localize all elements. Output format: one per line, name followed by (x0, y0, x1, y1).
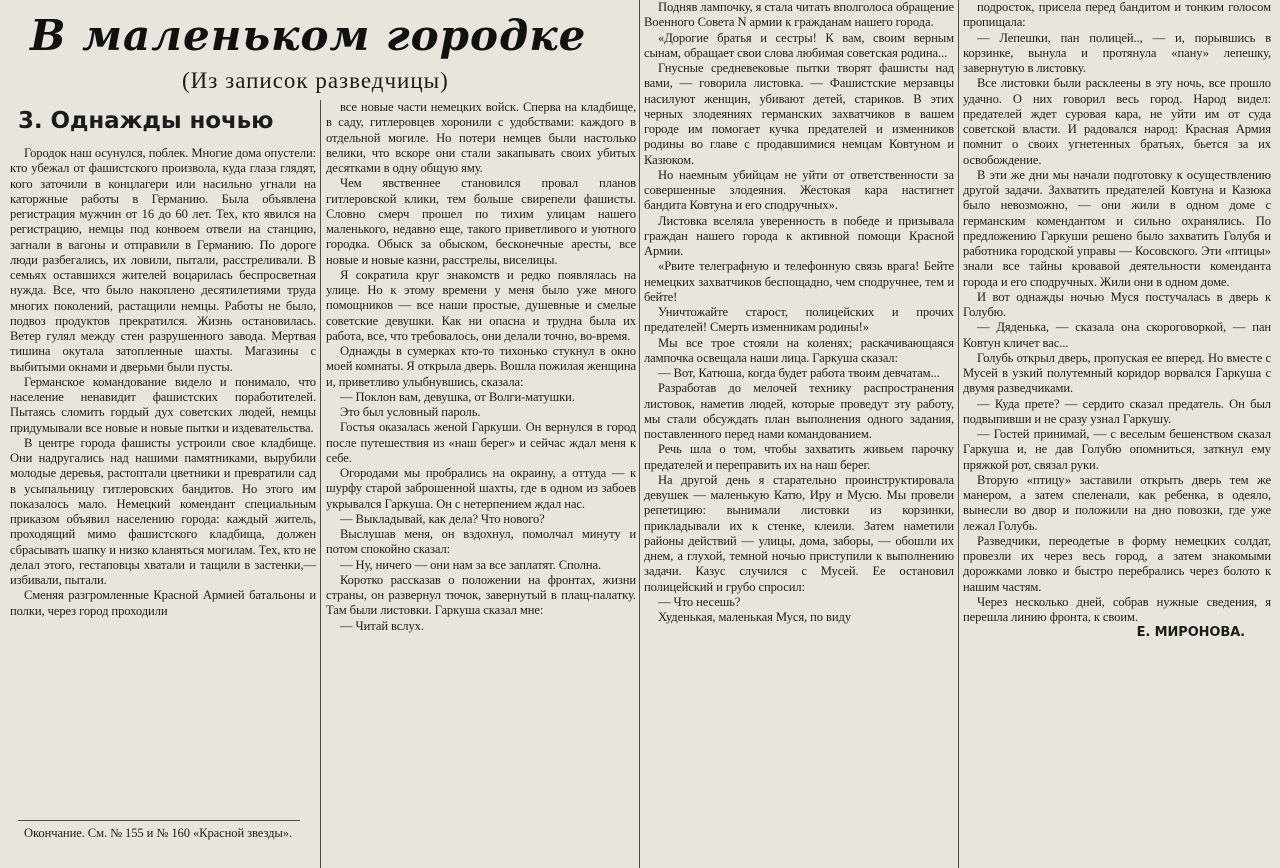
paragraph: Огородами мы пробрались на окраину, а оттуда — к шурфу старой заброшенной шахты, где в одном из забоев укрывался Гаркуша. Он с нетерпением ждал нас. (326, 466, 636, 511)
footnote-rule (18, 820, 300, 821)
paragraph: Коротко рассказав о положении на фронтах, жизни страны, он развернул тючок, завернутый в плащ-палатку. Там были листовки. Гаркуша сказал мне: (326, 572, 636, 618)
paragraph: Чем явственнее становился провал планов гитлеровской клики, тем больше свирепели фашисты. Словно смерч прошел по тихим улицам нашего маленького, недавно еще, такого приветливого и уютного городка. Обыск за обыском, бесконечные аресты, все новые и новые казни, расстрелы, виселицы. (326, 176, 636, 267)
paragraph: — Куда прете? — сердито сказал предатель. Он был подвыпивши и не сразу узнал Гаркушу. (963, 396, 1271, 426)
column-2-body (326, 100, 636, 634)
paragraph: подросток, присела перед бандитом и тонким голосом пропищала: (963, 0, 1271, 30)
article-title: В маленьком городке (30, 11, 587, 60)
column-rule (639, 0, 640, 868)
paragraph: Но наемным убийцам не уйти от ответственности за совершенные злодеяния. Жестокая кара настигнет бандита Ковтуна и его сподручных». (644, 167, 954, 213)
paragraph: — Вот, Катюша, когда будет работа твоим девчатам... (658, 366, 940, 380)
paragraph: Это был условный пароль. (340, 405, 481, 419)
column-2 (326, 100, 636, 868)
column-4 (963, 0, 1271, 868)
paragraph: — Гостей принимай, — с веселым бешенством сказал Гаркуша и, не дав Голубю опомниться, заткнул ему пряжкой рот, связал руки. (963, 427, 1271, 472)
paragraph: — Что несешь? (658, 594, 741, 609)
paragraph: Голубь открыл дверь, пропуская ее вперед. Но вместе с Мусей в узкий полутемный коридор ворвался Гаркуша с двумя разведчиками. (963, 350, 1271, 396)
paragraph: Сменяя разгромленные Красной Армией батальоны и полки, через город проходили (10, 588, 316, 618)
paragraph: Худенькая, маленькая Муся, по виду (658, 610, 852, 624)
column-1-body (10, 146, 316, 619)
paragraph: Вторую «птицу» заставили открыть дверь тем же манером, а затем спеленали, как ребенка, в одеяло, вынесли во двор и положили на дно повозки, где уже лежал Голубь. (963, 472, 1271, 533)
column-rule (958, 0, 959, 868)
paragraph: — Дяденька, — сказала она скороговоркой, — пан Ковтун кличет вас... (963, 320, 1271, 350)
paragraph: Подняв лампочку, я стала читать вполголоса обращение Военного Совета N армии к гражданам нашего города. (644, 0, 954, 30)
column-3 (644, 0, 954, 868)
paragraph: Уничтожайте старост, полицейских и прочих предателей! Смерть изменникам родины!» (644, 305, 954, 335)
paragraph: Гостья оказалась женой Гаркуши. Он вернулся в город после путешествия из «наш берег» и сейчас ждал меня к себе. (326, 420, 636, 465)
paragraph: — Поклон вам, девушка, от Волги-матушки. (340, 389, 575, 404)
column-rule (320, 100, 321, 868)
paragraph: — Ну, ничего — они нам за все заплатят. Сполна. (340, 557, 602, 572)
paragraph: Я сократила круг знакомств и редко появлялась на улице. Но к этому времени у меня было уже много помощников — все наши простые, душевные и смелые советские девушки. Как ни опасна и трудна была их работа, все, что требовалось, они делали точно, во-время. (326, 267, 636, 343)
article-subtitle: (Из записок разведчицы) (182, 68, 449, 93)
column-4-body (963, 0, 1271, 625)
paragraph: — Выкладывай, как дела? Что нового? (340, 511, 545, 526)
paragraph: Листовка вселяла уверенность в победе и призывала граждан нашего города к активной помощи Красной Армии. (644, 213, 954, 258)
paragraph: Речь шла о том, чтобы захватить живьем парочку предателей и переправить их на наш берег. (644, 442, 954, 472)
footnote: Окончание. См. № 155 и № 160 «Красной звезды». (24, 826, 293, 840)
section-heading: 3. Однажды ночью (18, 108, 274, 134)
paragraph: — Читай вслух. (340, 618, 424, 633)
paragraph: Гнусные средневековые пытки творят фашисты над вами, — говорила листовка. — Фашистские мерзавцы насилуют женщин, убивают детей, стариков. В этих черных злодеяниях германских захватчиков в вашем городе им помогает кучка предателей и изменников родины во главе с продавшимися немцам Ковтуном и Казюком. (644, 61, 954, 167)
paragraph: «Рвите телеграфную и телефонную связь врага! Бейте немецких захватчиков беспощадно, чем сподручнее, тем и бейте! (644, 259, 954, 304)
paragraph: — Лепешки, пан полицей.., — и, порывшись в корзинке, вынула и протянула «пану» лепешку, завернутую в листовку. (963, 30, 1271, 75)
paragraph: На другой день я старательно проинструктировала девушек — маленькую Катю, Иру и Мусю. Мы провели репетицию: вынимали листовки из корзинки, прикладывали их к стенке, клеили. Затем наметили районы действий — улицы, дома, заборы, — обошли их днем, а глухой, темной ночью приступили к выполнению задачи. Казус случился с Мусей. Ее остановил полицейский и грубо спросил: (644, 472, 954, 594)
paragraph: Разведчики, переодетые в форму немецких солдат, провезли их через весь город, а затем знакомыми дорожками ловко и быстро перебрались через болото к нашим частям. (963, 533, 1271, 594)
paragraph: Все листовки были расклеены в эту ночь, все прошло удачно. О них говорил весь город. Народ видел: предателей ждет суровая кара, не уйти им от суда советской власти. И радовался народ: Красная Армия помнит о своих угнетенных братьях, бьется за их освобождение. (963, 76, 1271, 167)
paragraph: В эти же дни мы начали подготовку к осуществлению другой задачи. Захватить предателей Ковтуна и Казюка было невозможно, — они жили в одном доме с германским комендантом и сильно охранялись. По предложению Гаркуши решено было захватить Голубя и работника городской управы — Косовского. Эти «птицы» знали все тайны кровавой деятельности коменданта города и его сподручных. Жили они в одном доме. (963, 167, 1271, 289)
paragraph: Через несколько дней, собрав нужные сведения, я перешла линию фронта, к своим. (963, 594, 1271, 624)
paragraph: Германское командование видело и понимало, что население ненавидит фашистских поработителей. Пытаясь сломить гордый дух советских людей, немцы придумывали все новые и новые пытки и издевательства. (10, 374, 316, 435)
paragraph: В центре города фашисты устроили свое кладбище. Они надругались над нашими памятниками, вырубили молодые деревья, растоптали цветники и превратили сад в усыпальницу гитлеровских бандитов. Но этого им показалось мало. Немецкий комендант специальным приказом объявил населению города: каждый житель, проходящий мимо фашистского кладбища, должен сбрасывать шапку и низко кланяться могилам. Тех, кто не делал этого, гестаповцы хватали и тащили в застенки,— избивали, пытали. (10, 435, 316, 587)
paragraph: Городок наш осунулся, поблек. Многие дома опустели: кто убежал от фашистского произвола, куда глаза глядят, кого заточили в концлагери или насильно угнали на каторжные работы в Германию. Была объявлена регистрация мужчин от 16 до 60 лет. Тех, кто явился на регистрацию, немцы под конвоем отвели на станцию, загнали в вагоны и отправили в Германию. По дороге люди разбегались, их ловили, пытали, расстреливали. В семьях оставшихся жителей воцарилась беспросветная нужда. Все, что было накоплено десятилетиями труда многих поколений, растащили немцы. Работы не было, подвоз продуктов прекратился. Жизнь остановилась. Ветер гулял между стен разрушенного завода. Мертвая тишина окутала затопленные шахты. Магазины с выбитыми окнами и дверьми были пусты. (10, 146, 316, 374)
paragraph: Выслушав меня, он вздохнул, помолчал минуту и потом спокойно сказал: (326, 527, 636, 557)
paragraph: Разработав до мелочей технику распространения листовок, наметив людей, которые проведут эту работу, мы стали обсуждать план выполнения одного задания, поставленного перед нами командованием. (644, 381, 954, 441)
paragraph: «Дорогие братья и сестры! К вам, своим верным сынам, обращает свои слова любимая советская родина... (644, 30, 954, 60)
paragraph: Однажды в сумерках кто-то тихонько стукнул в окно моей комнаты. Я открыла дверь. Вошла пожилая женщина и, приветливо улыбнувшись, сказала: (326, 344, 636, 389)
author-signature: Е. МИРОНОВА. (1136, 625, 1245, 641)
paragraph: И вот однажды ночью Муся постучалась в дверь к Голубю. (963, 289, 1271, 319)
column-3-body (644, 0, 954, 625)
paragraph: все новые части немецких войск. Сперва на кладбище, в саду, гитлеровцев хоронили с удобствами: каждого в отдельной могиле. Но потери немцев были настолько велики, что вскоре они стали закапывать своих убитых десятками в одну общую яму. (326, 100, 636, 175)
paragraph: Мы все трое стояли на коленях; раскачивающаяся лампочка освещала наши лица. Гаркуша сказал: (644, 335, 954, 365)
